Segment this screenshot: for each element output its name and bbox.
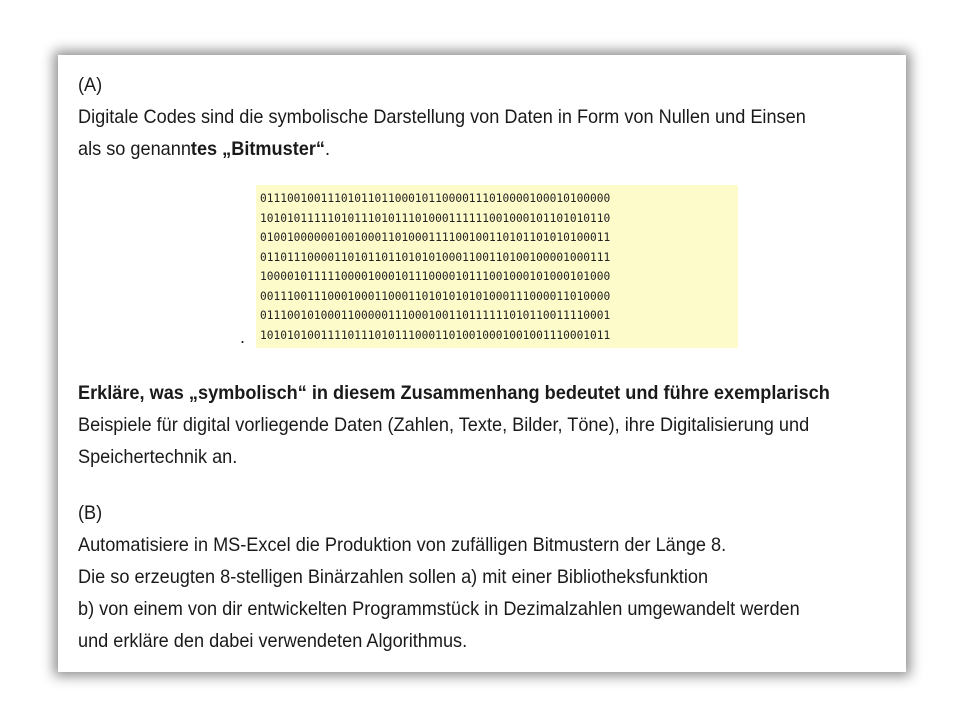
section-b-line-1: Automatisiere in MS-Excel die Produktion von zufälligen Bitmustern der Länge 8. bbox=[78, 534, 727, 556]
task-line-1-pre: Erkläre, bbox=[78, 382, 150, 404]
task-line-2: Beispiele für digital vorliegende Daten (Zahlen, Texte, Bilder, Töne), ihre Digitalisierung und bbox=[78, 414, 810, 436]
bit-row: 0111001010001100000111000100110111111010110011110001 bbox=[260, 309, 611, 322]
bit-row: 0100100000010010001101000111100100110101101010100011 bbox=[260, 231, 611, 244]
bit-row: 1010101001111011101011100011010010001001001110001011 bbox=[260, 328, 611, 342]
task-line-1-bold: was „symbolisch“ in diesem Zusammenhang bedeutet und führe exemplarisch bbox=[149, 382, 830, 404]
section-a-label: (A) bbox=[78, 74, 103, 96]
section-b-line-2: Die so erzeugten 8-stelligen Binärzahlen sollen a) mit einer Bibliotheksfunktion bbox=[78, 566, 709, 588]
bit-row: 0111001001110101101100010110000111010000100010100000 bbox=[260, 192, 611, 205]
intro-line-2 bbox=[78, 133, 841, 165]
bit-row: 1010101111101011101011101000111111001000101101010110 bbox=[260, 211, 611, 225]
section-b-label: (B) bbox=[78, 502, 103, 524]
bitmuster-term: tes „Bitmuster“ bbox=[190, 138, 325, 160]
section-b-line-3: b) von einem von dir entwickelten Programmstück in Dezimalzahlen umgewandelt werden bbox=[78, 598, 800, 620]
task-line-1 bbox=[78, 377, 841, 409]
intro-line-2-pre: als so genann bbox=[78, 138, 191, 160]
bit-row: 0011100111000100011000110101010101000111000011010000 bbox=[260, 289, 611, 303]
stray-dot: . bbox=[240, 327, 246, 347]
bit-row: 0110111000011010110110101010001100110100100001000111 bbox=[260, 250, 611, 264]
bit-pattern-image bbox=[256, 185, 738, 348]
intro-line-2-post: . bbox=[324, 138, 331, 160]
section-a-task bbox=[78, 377, 841, 473]
section-b-line-4: und erkläre den dabei verwendeten Algorithmus. bbox=[78, 630, 468, 652]
bit-row: 1000010111110000100010111000010111001000101000101000 bbox=[260, 270, 611, 283]
task-line-3: Speichertechnik an. bbox=[78, 446, 238, 468]
intro-line-1: Digitale Codes sind die symbolische Darstellung von Daten in Form von Nullen und Einsen bbox=[78, 106, 806, 128]
section-b bbox=[78, 497, 841, 657]
section-a-intro bbox=[78, 69, 841, 165]
slide-page bbox=[58, 55, 906, 672]
